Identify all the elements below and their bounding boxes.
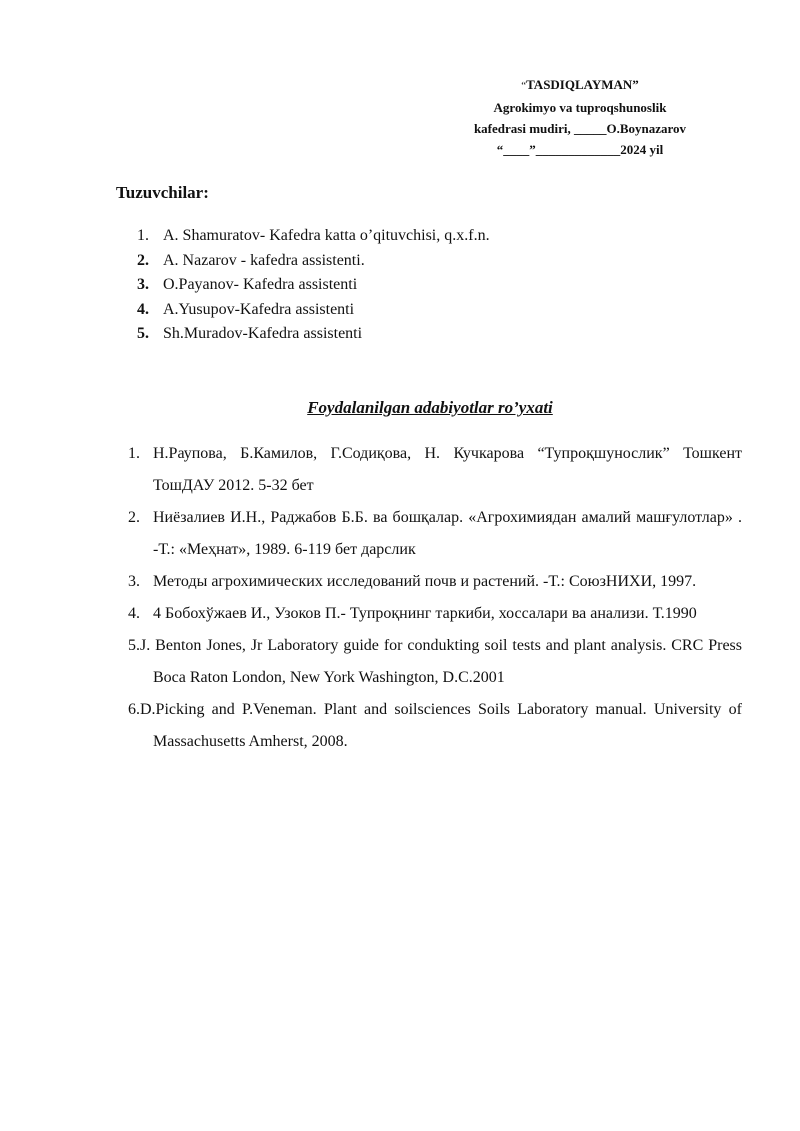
author-item: [137, 298, 490, 323]
author-item: [137, 273, 490, 298]
references-heading: Foydalanilgan adabiyotlar ro’yxati: [307, 398, 553, 417]
reference-number: 2.: [128, 509, 140, 526]
author-item: [137, 249, 490, 274]
author-item: [137, 322, 490, 347]
approval-date: “____”_____________2024 yil: [496, 142, 664, 157]
reference-text: J. Benton Jones, Jr Laboratory guide for condukting soil tests and plant analysis. CRC Press Boca Raton London, New York Washington, D.C.2001: [140, 637, 742, 686]
author-text: A. Shamuratov- Kafedra katta o’qituvchisi, q.x.f.n.: [163, 227, 490, 244]
approval-department: Agrokimyo va tuproqshunoslik: [493, 100, 667, 115]
author-text: Sh.Muradov-Kafedra assistenti: [163, 325, 363, 342]
author-text: A.Yusupov-Kafedra assistenti: [163, 300, 355, 318]
author-number: 4.: [137, 300, 149, 318]
reference-item: [128, 502, 742, 566]
author-item: [137, 224, 490, 249]
reference-text: 4 Бобохўжаев И., Узоков П.- Тупроқнинг таркиби, хоссалари ва анализи. Т.1990: [153, 605, 697, 622]
reference-item: [128, 438, 742, 502]
author-number: 2.: [137, 251, 149, 269]
approval-title: [440, 74, 720, 97]
reference-item: [128, 566, 742, 598]
reference-number: 6.: [128, 701, 140, 718]
reference-item: [128, 694, 742, 758]
references-list: [128, 438, 742, 758]
approval-head: kafedrasi mudiri, _____O.Boynazarov: [473, 121, 687, 136]
reference-number: 4.: [128, 605, 140, 622]
authors-heading: Tuzuvchilar:: [116, 183, 209, 202]
reference-item: [128, 598, 742, 630]
authors-list: [137, 224, 490, 347]
author-text: O.Payanov- Kafedra assistenti: [163, 276, 358, 293]
approval-title-text: TASDIQLAYMAN”: [526, 77, 639, 92]
reference-item: [128, 630, 742, 694]
reference-number: 1.: [128, 445, 140, 462]
reference-text: Ниёзалиев И.Н., Раджабов Б.Б. ва бошқалар. «Агрохимиядан амалий машғулотлар» . -Т.: «Меҳнат», 1989. 6-119 бет дарслик: [153, 509, 742, 558]
reference-text: D.Picking and P.Veneman. Plant and soilsciences Soils Laboratory manual. University of Massachusetts Amherst, 2008.: [140, 701, 742, 750]
author-number: 1.: [137, 227, 149, 244]
reference-number: 5.: [128, 637, 140, 654]
reference-text: Н.Раупова, Б.Камилов, Г.Содиқова, Н. Кучкарова “Тупроқшунослик” Тошкент ТошДАУ 2012. 5-32 бет: [153, 445, 742, 494]
reference-text: Методы агрохимических исследований почв и растений. -Т.: СоюзНИХИ, 1997.: [153, 573, 697, 590]
author-number: 5.: [137, 325, 149, 342]
approval-open-quote: “: [521, 80, 527, 92]
author-number: 3.: [137, 276, 149, 293]
approval-block: [440, 74, 720, 160]
author-text: A. Nazarov - kafedra assistenti.: [163, 251, 365, 269]
reference-number: 3.: [128, 573, 140, 590]
